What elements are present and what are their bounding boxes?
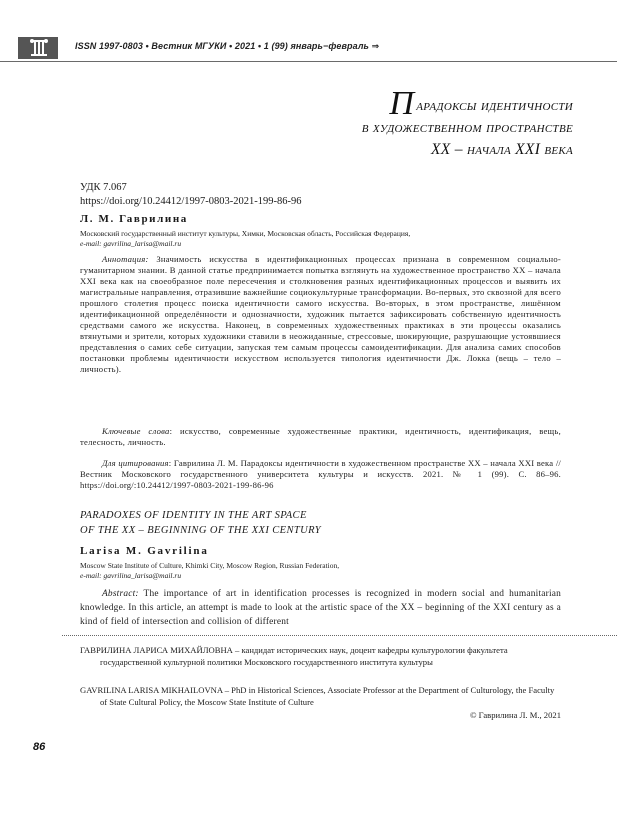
author-footnote-en: GAVRILINA LARISA MIKHAILOVNA – PhD in Historical Sciences, Associate Professor at the Department of Culturology, the Faculty of State Cultural Policy, the Moscow State Institute of Culture	[80, 685, 555, 707]
keywords-ru	[80, 426, 561, 448]
author-footnote-ru: ГАВРИЛИНА ЛАРИСА МИХАЙЛОВНА – кандидат исторических наук, доцент кафедры культурологии факультета государственной культурной политики Московского государственного института культуры	[80, 645, 508, 667]
footnote-divider	[62, 635, 617, 636]
author-name-ru: Л. М. Гаврилина	[80, 213, 188, 225]
doi-link[interactable]: https://doi.org/10.24412/1997-0803-2021-199-86-96	[80, 196, 302, 207]
author-email-en[interactable]: e-mail: gavrilina_larisa@mail.ru	[80, 571, 182, 580]
header-divider	[0, 61, 617, 62]
author-affiliation-en: Moscow State Institute of Culture, Khimki City, Moscow Region, Russian Federation,	[80, 561, 340, 570]
author-email-ru[interactable]: e-mail: gavrilina_larisa@mail.ru	[80, 239, 182, 248]
title-dropcap: П	[389, 85, 415, 122]
title-en-line-2: OF THE XX – BEGINNING OF THE XXI CENTURY	[80, 525, 321, 536]
page-number: 86	[33, 741, 46, 753]
running-header	[0, 37, 617, 59]
udk-code: УДК 7.067	[80, 182, 127, 193]
citation-text: : Гаврилина Л. М. Парадоксы идентичности в художественном пространстве XX – начала XXI века // Вестник Московского государственного университета культуры и искусств. 2021. № 1 (99). С. 86–96. https://doi.org/:10.24412/1997-0803-2021-199-86-96	[80, 458, 561, 490]
abstract-ru-label: Аннотация:	[102, 254, 149, 264]
keywords-label: Ключевые слова	[102, 426, 170, 436]
title-en-line-1: PARADOXES OF IDENTITY IN THE ART SPACE	[80, 510, 307, 521]
running-head-text: ISSN 1997-0803 • Вестник МГУКИ • 2021 • 1 (99) январь−февраль ⇒	[75, 41, 380, 51]
abstract-en-label: Abstract:	[102, 589, 139, 599]
journal-logo	[18, 37, 58, 59]
title-line-1-text: арадоксы идентичности	[416, 97, 573, 114]
abstract-ru	[80, 254, 561, 375]
article-title-ru	[361, 85, 573, 161]
article-title-en	[80, 508, 321, 538]
title-line-1	[362, 85, 573, 122]
abstract-ru-text: Значимость искусства в идентификационных процессах признана в современном социально-гуманитарном знании. В данной статье предпринимается попытка взглянуть на художественное пространство XX – начала XXI века как на своеобразное поле пересечения и столкновения разных идентификационных процессов и выявить их магистральные направления, отразившие важнейшие социокультурные трансформации. Во-первых, это сквозной для всего прошлого столетия процесс поиска идентичности самого искусства. Во-вторых, в этом пространстве, лишённом идентификационной определённости и однозначности, художник пытается зафиксировать собственную идентичность средствами самого же искусства. Наконец, в современных художественных практиках в эти процессы оказались втянутыми и зрители, которых художники ставили в неожиданные, стрессовые, шокирующие, разрушающие устоявшиеся представления о самих себе ситуации, запуская тем самым процессы самоидентификации. Для анализа самих способов постановки проблемы идентичности искусством используется типология идентичности Дж. Локка (вещь – тело – личность).	[80, 254, 561, 374]
copyright-notice: © Гаврилина Л. М., 2021	[469, 710, 561, 720]
author-name-en: Larisa M. Gavrilina	[80, 545, 209, 557]
title-line-2: в художественном пространстве	[361, 119, 573, 136]
citation-ru	[80, 458, 561, 491]
keywords-text: : искусство, современные художественные практики, идентичность, идентификация, вещь, телесность, личность.	[80, 426, 561, 447]
abstract-en	[80, 587, 561, 629]
abstract-en-text: The importance of art in identification processes is recognized in modern social and humanitarian knowledge. In this article, an attempt is made to look at the artistic space of the XX – beginning of the XXI century as a kind of field of intersection and collision of different	[80, 589, 561, 627]
citation-label: Для цитирования	[102, 458, 169, 468]
author-affiliation-ru: Московский государственный институт культуры, Химки, Московская область, Российская Федерация,	[80, 229, 411, 238]
title-line-3: XX – начала XXI века	[431, 141, 573, 158]
